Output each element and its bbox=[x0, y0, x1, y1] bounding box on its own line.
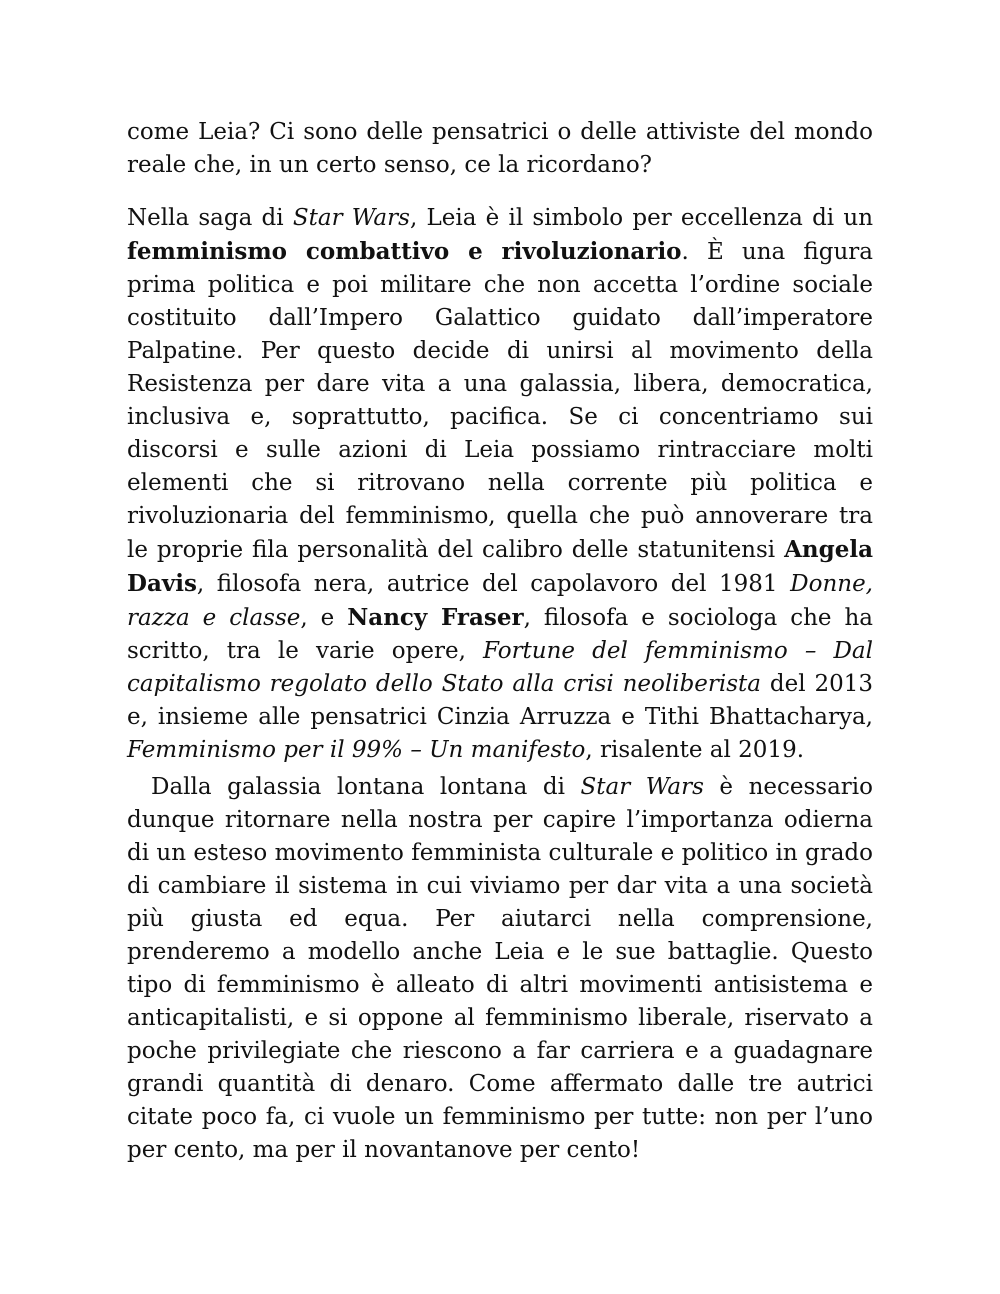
italic-title-fortune-del-femminismo: Fortune del femminismo – Dal capitalismo regolato dello Stato alla crisi neoliberista bbox=[127, 638, 873, 697]
bold-emphasis: femminismo combattivo e rivoluzionario bbox=[127, 238, 682, 265]
bold-name-nancy-fraser: Nancy Fraser bbox=[347, 604, 524, 631]
answer-text: , Leia è il simbolo per eccellenza di un bbox=[409, 205, 874, 231]
closing-text: Dalla galassia lontana lontana di bbox=[151, 774, 581, 800]
answer-text: , filosofa nera, autrice del capolavoro del 1981 bbox=[196, 571, 791, 597]
italic-title-femminismo-99: Femminismo per il 99% – Un manifesto bbox=[127, 737, 586, 763]
bold-name-angela-davis: Angela Davis bbox=[127, 536, 873, 597]
answer-text: , filosofa e sociologa che ha scritto, tra le varie opere, bbox=[127, 605, 874, 664]
answer-text: del 2013 e, insieme alle pensatrici Cinzia Arruzza e Tithi Bhattacharya, bbox=[127, 671, 873, 730]
closing-text: è necessario dunque ritornare nella nostra per capire l’importanza odierna di un esteso movimento femminista culturale e politico in grado di cambiare il sistema in cui viviamo per dar vita a una società più giusta ed equa. Per aiutarci nella comprensione, prenderemo a modello anche Leia e le sue battaglie. Questo tipo di femminismo è alleato di altri movimenti antisistema e anticapitalisti, e si oppone al femminismo liberale, riservato a poche privilegiate che riescono a far carriera e a guadagnare grandi quantità di denaro. Come affermato dalle tre autrici citate poco fa, ci vuole un femminismo per tutte: non per l’uno per cento, ma per il novantanove per cento! bbox=[127, 774, 873, 1163]
question-text: come Leia? Ci sono delle pensatrici o delle attiviste del mondo reale che, in un certo senso, ce la ricordano? bbox=[127, 119, 873, 178]
answer-text: , risalente al 2019. bbox=[585, 737, 805, 763]
answer-text: , e bbox=[300, 605, 348, 631]
book-page bbox=[127, 116, 873, 1167]
italic-title-star-wars: Star Wars bbox=[292, 205, 410, 231]
answer-text: . È una figura prima politica e poi militare che non accetta l’ordine sociale costituito dall’Impero Galattico guidato dall’imperatore Palpatine. Per questo decide di unirsi al movimento della Resistenza per dare vita a una galassia, libera, democratica, inclusiva e, soprattutto, pacifica. Se ci concentriamo sui discorsi e sulle azioni di Leia possiamo rintracciare molti elementi che si ritrovano nella corrente più politica e rivoluzionaria del femminismo, quella che può annoverare tra le proprie fila personalità del calibro delle statunitensi bbox=[127, 239, 873, 563]
answer-paragraph bbox=[127, 202, 873, 767]
closing-paragraph bbox=[127, 771, 873, 1167]
italic-title-donne-razza-classe: Donne, razza e classe bbox=[127, 571, 873, 631]
question-paragraph bbox=[127, 116, 873, 182]
italic-title-star-wars: Star Wars bbox=[580, 774, 704, 800]
answer-text: Nella saga di bbox=[127, 205, 293, 231]
